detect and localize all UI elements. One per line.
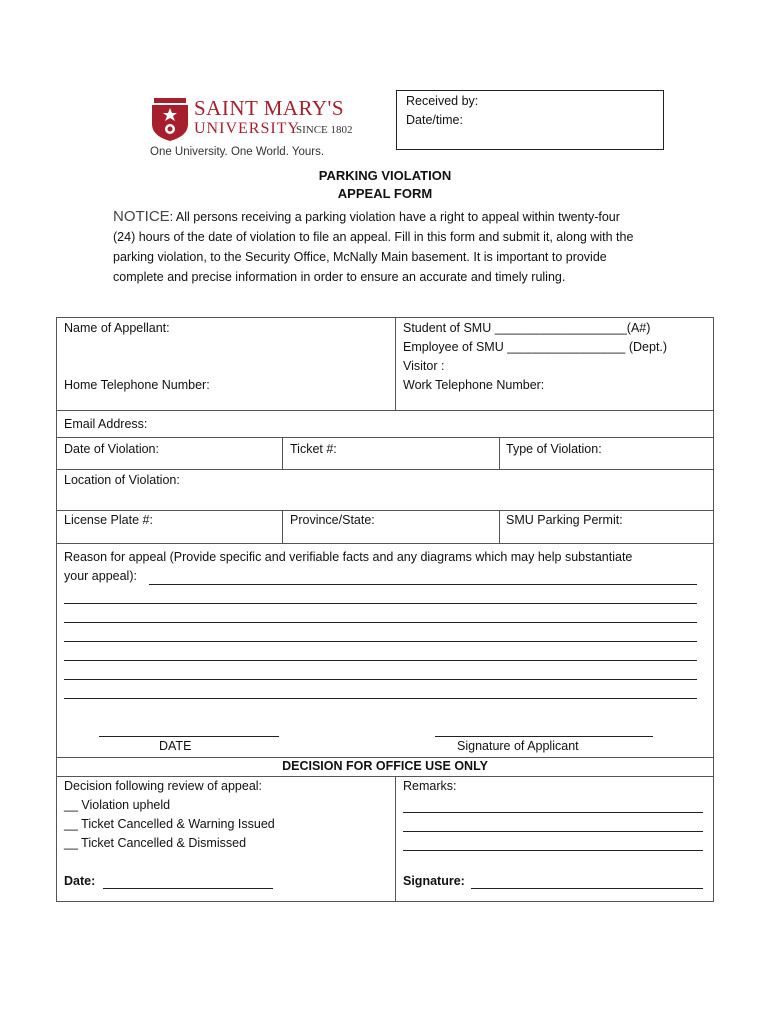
reason-for-appeal-label: Reason for appeal (Provide specific and verifiable facts and any diagrams which may help substantiate [64, 550, 633, 564]
location-of-violation-label: Location of Violation: [64, 473, 180, 487]
row-divider [57, 410, 713, 411]
home-telephone-label: Home Telephone Number: [64, 378, 210, 392]
license-plate-label: License Plate #: [64, 513, 153, 527]
column-divider [282, 437, 283, 469]
reason-line[interactable] [149, 584, 697, 585]
date-line[interactable] [99, 736, 279, 737]
column-divider [499, 437, 500, 469]
work-telephone-label: Work Telephone Number: [403, 378, 545, 392]
option-cancelled-warning[interactable]: __ Ticket Cancelled & Warning Issued [64, 817, 275, 831]
appeal-form-table [56, 317, 714, 902]
logo-name-line2: UNIVERSITY [194, 120, 300, 137]
logo-tagline: One University. One World. Yours. [150, 146, 325, 158]
notice-lead: NOTICE [113, 208, 170, 225]
student-of-smu-field[interactable]: Student of SMU ___________________(A#) [403, 321, 651, 335]
option-violation-upheld[interactable]: __ Violation upheld [64, 798, 171, 812]
column-divider [395, 776, 396, 901]
row-divider [57, 776, 713, 777]
received-by-label: Received by: [406, 94, 479, 108]
reason-line[interactable] [64, 679, 697, 680]
province-state-label: Province/State: [290, 513, 375, 527]
reason-line[interactable] [64, 660, 697, 661]
form-title-line1: PARKING VIOLATION [318, 168, 452, 183]
visitor-field[interactable]: Visitor : [403, 359, 445, 373]
column-divider [499, 510, 500, 543]
form-title-line2: APPEAL FORM [337, 186, 433, 201]
received-box [396, 90, 664, 150]
remarks-line[interactable] [403, 850, 703, 851]
date-of-violation-label: Date of Violation: [64, 442, 159, 456]
remarks-line[interactable] [403, 831, 703, 832]
decision-header: DECISION FOR OFFICE USE ONLY [282, 759, 488, 773]
column-divider [395, 318, 396, 410]
university-logo [150, 96, 360, 164]
signature-of-applicant-label: Signature of Applicant [457, 739, 579, 753]
date-time-label: Date/time: [406, 113, 463, 127]
name-of-appellant-label: Name of Appellant: [64, 321, 170, 335]
type-of-violation-label: Type of Violation: [506, 442, 602, 456]
row-divider [57, 437, 713, 438]
row-divider [57, 757, 713, 758]
row-divider [57, 469, 713, 470]
ticket-number-label: Ticket #: [290, 442, 337, 456]
reason-line[interactable] [64, 641, 697, 642]
logo-since: SINCE 1802 [296, 124, 353, 136]
decision-date-line[interactable] [103, 888, 273, 889]
university-crest-icon [150, 98, 190, 142]
remarks-label: Remarks: [403, 779, 457, 793]
reason-for-appeal-label-cont: your appeal): [64, 569, 137, 583]
row-divider [57, 543, 713, 544]
option-cancelled-dismissed[interactable]: __ Ticket Cancelled & Dismissed [64, 836, 247, 850]
column-divider [282, 510, 283, 543]
notice-paragraph [113, 207, 645, 287]
signature-line[interactable] [435, 736, 653, 737]
decision-signature-line[interactable] [471, 888, 703, 889]
reason-line[interactable] [64, 603, 697, 604]
reason-line[interactable] [64, 698, 697, 699]
smu-parking-permit-label: SMU Parking Permit: [506, 513, 623, 527]
employee-of-smu-field[interactable]: Employee of SMU _________________ (Dept.) [403, 340, 668, 354]
notice-text: : All persons receiving a parking violation have a right to appeal within twenty-four (24) hours of the date of violation to file an appeal. Fill in this form and submit it, along with the parking violation, to the Security Office, McNally Main basement. It is important to provide complete and precise information in order to ensure an accurate and timely ruling. [113, 210, 634, 284]
reason-line[interactable] [64, 622, 697, 623]
decision-date-label: Date: [64, 874, 96, 888]
decision-review-label: Decision following review of appeal: [64, 779, 263, 793]
date-label: DATE [159, 739, 192, 753]
logo-name-line1: SAINT MARY'S [194, 96, 345, 120]
decision-signature-label: Signature: [403, 874, 465, 888]
remarks-line[interactable] [403, 812, 703, 813]
email-address-label: Email Address: [64, 417, 148, 431]
row-divider [57, 510, 713, 511]
